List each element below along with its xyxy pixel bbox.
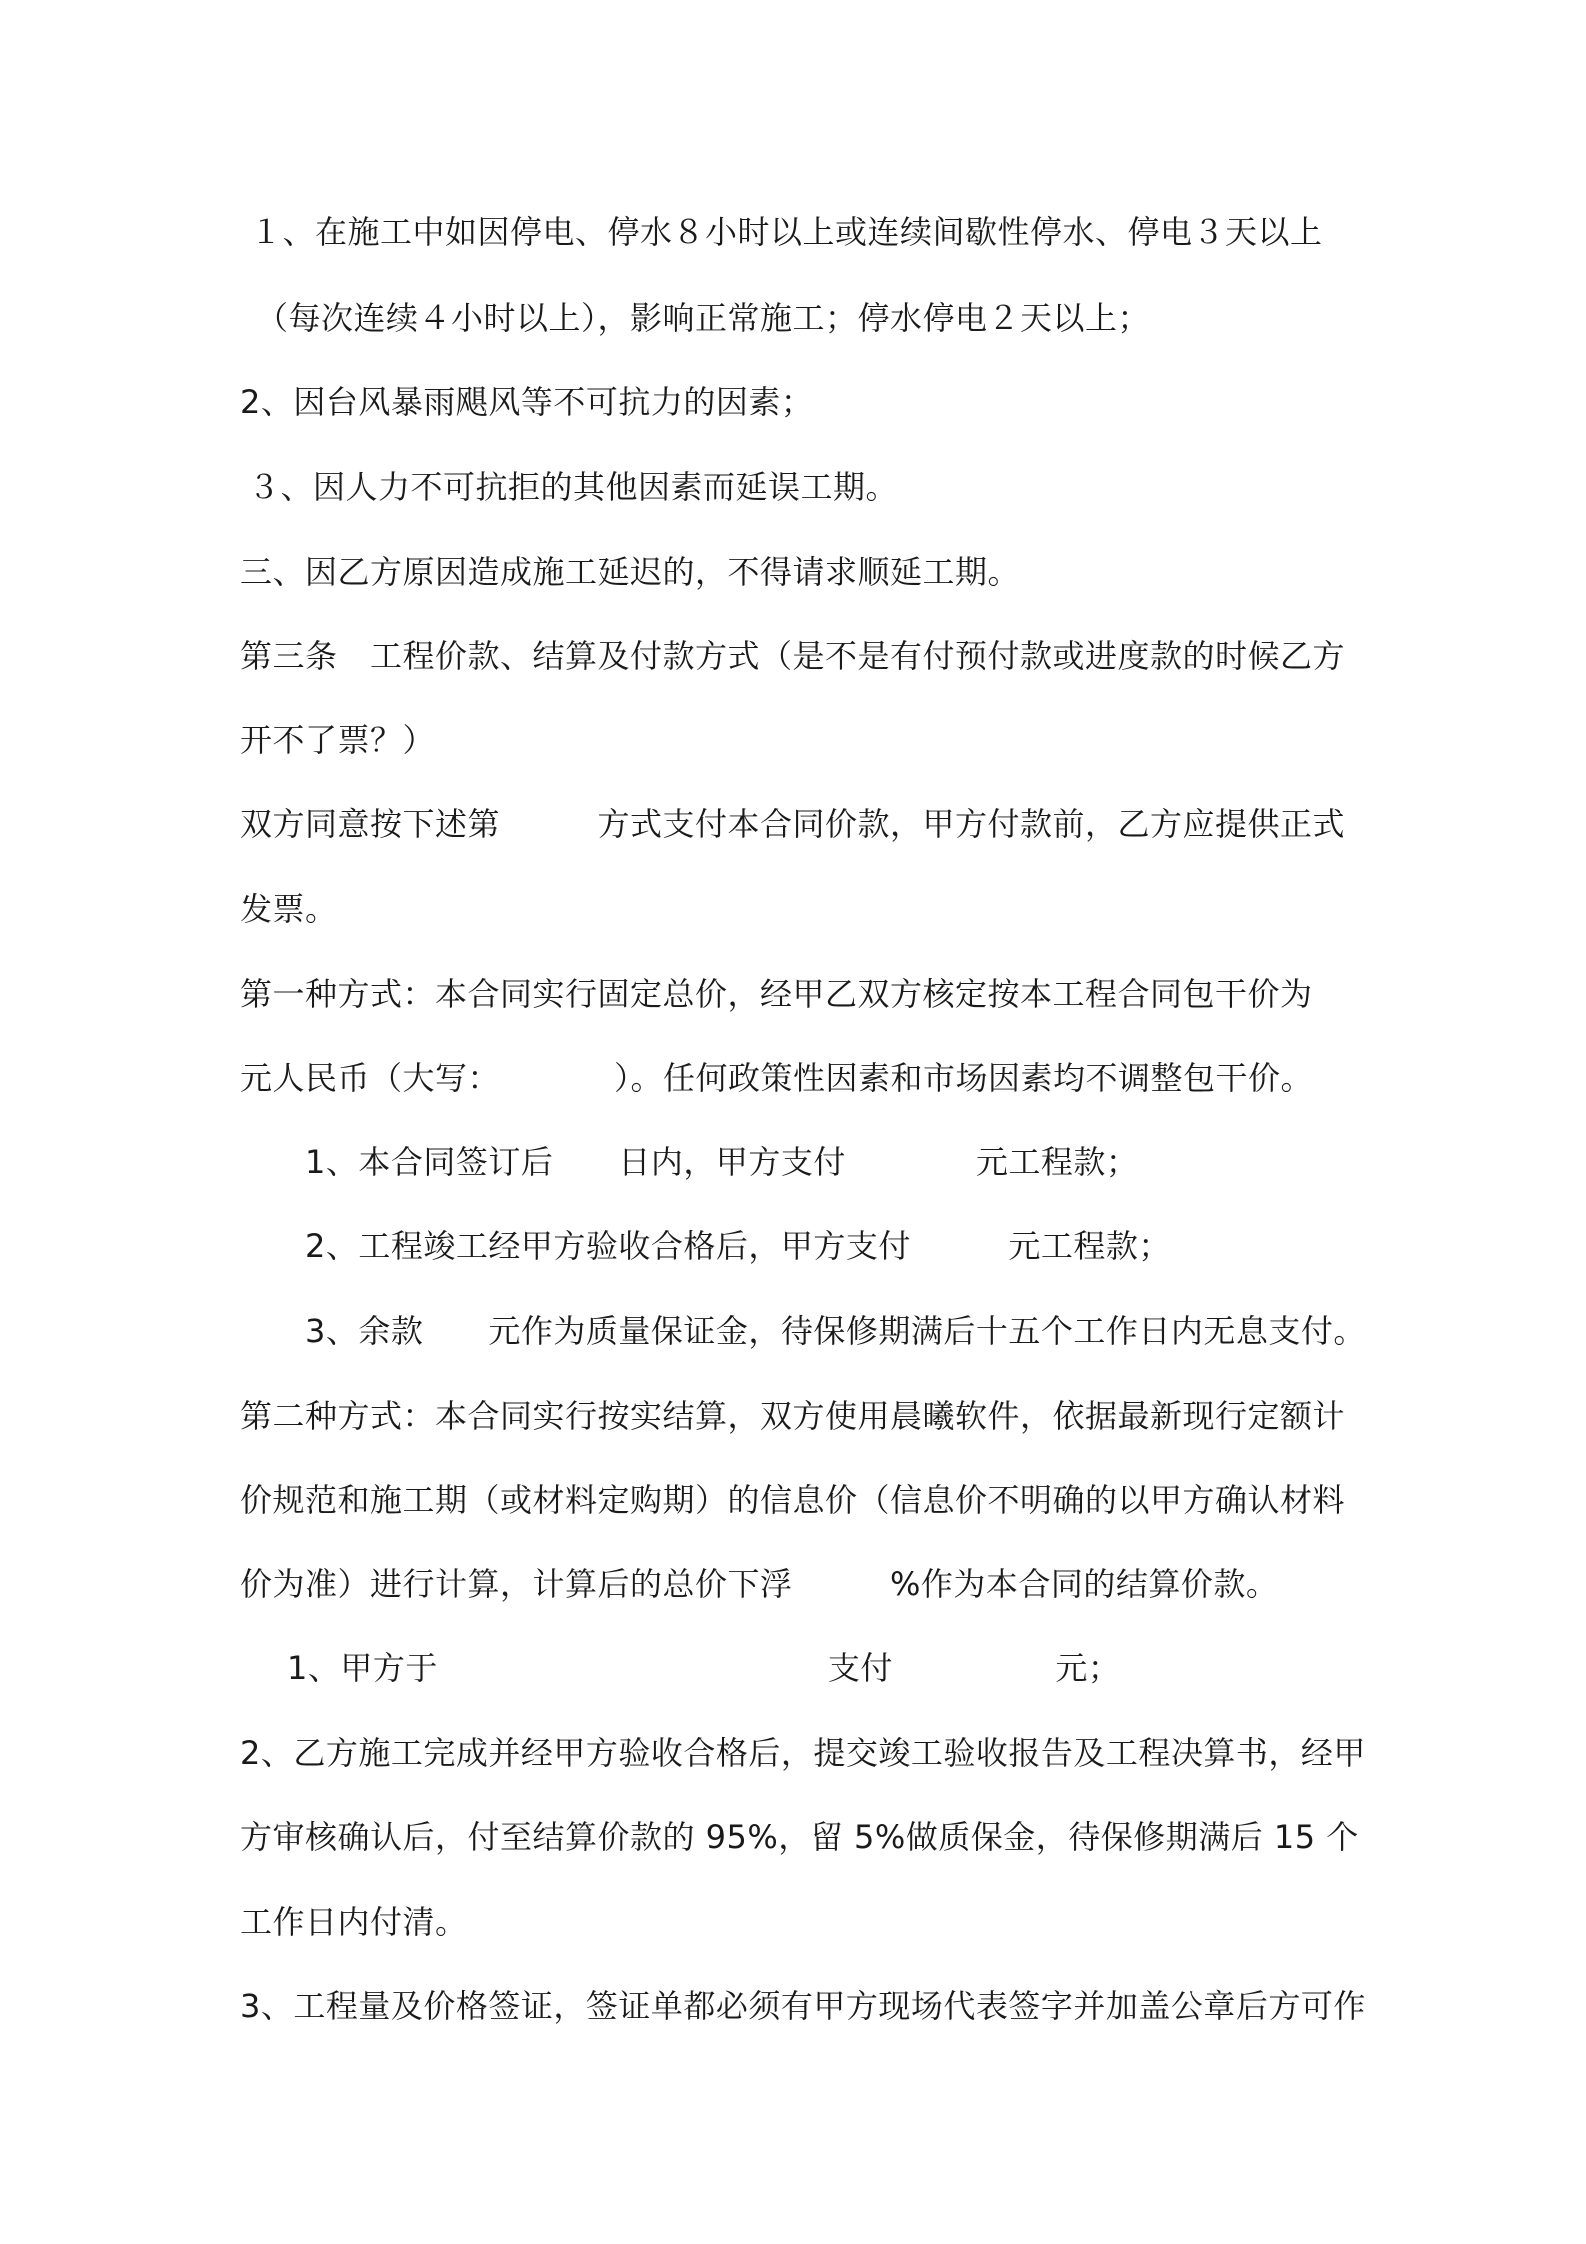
method-2-line-3: 价为准）进行计算，计算后的总价下浮 %作为本合同的结算价款。 — [240, 1565, 1279, 1603]
method-2-item-1: 1、甲方于 支付 元； — [287, 1649, 1121, 1687]
clause-line-2: （每次连续４小时以上），影响正常施工；停水停电２天以上； — [256, 299, 1151, 337]
clause-line-4: ３、因人力不可抗拒的其他因素而延误工期。 — [248, 468, 899, 506]
section-heading-article-3: 第三条 工程价款、结算及付款方式（是不是有付预付款或进度款的时候乙方 — [240, 637, 1346, 675]
method-2-item-2-line-1: 2、乙方施工完成并经甲方验收合格后，提交竣工验收报告及工程决算书，经甲 — [240, 1734, 1366, 1772]
method-2-line-1: 第二种方式：本合同实行按实结算，双方使用晨曦软件，依据最新现行定额计 — [240, 1397, 1346, 1435]
method-1-item-1: 1、本合同签订后 日内，甲方支付 元工程款； — [305, 1143, 1139, 1181]
payment-method-line-1: 双方同意按下述第 方式支付本合同价款，甲方付款前，乙方应提供正式 — [240, 805, 1346, 843]
method-1-item-2: 2、工程竣工经甲方验收合格后，甲方支付 元工程款； — [305, 1227, 1171, 1265]
clause-line-5: 三、因乙方原因造成施工延迟的，不得请求顺延工期。 — [240, 553, 1021, 591]
section-heading-continued: 开不了票？） — [240, 721, 436, 759]
method-1-item-3: 3、余款 元作为质量保证金，待保修期满后十五个工作日内无息支付。 — [305, 1312, 1366, 1350]
clause-line-3: 2、因台风暴雨飓风等不可抗力的因素； — [240, 383, 814, 421]
method-1-line-2: 元人民币（大写： ）。任何政策性因素和市场因素均不调整包干价。 — [240, 1059, 1314, 1097]
method-1-line-1: 第一种方式：本合同实行固定总价，经甲乙双方核定按本工程合同包干价为 — [240, 975, 1313, 1013]
method-2-item-3-line-1: 3、工程量及价格签证，签证单都必须有甲方现场代表签字并加盖公章后方可作 — [240, 1987, 1366, 2025]
payment-method-line-2: 发票。 — [240, 890, 338, 928]
clause-line-1: １、在施工中如因停电、停水８小时以上或连续间歇性停水、停电３天以上 — [250, 213, 1323, 251]
method-2-item-2-line-2: 方审核确认后，付至结算价款的 95%，留 5%做质保金，待保修期满后 15 个 — [240, 1818, 1359, 1856]
method-2-item-2-line-3: 工作日内付清。 — [240, 1903, 468, 1941]
method-2-line-2: 价规范和施工期（或材料定购期）的信息价（信息价不明确的以甲方确认材料 — [240, 1481, 1346, 1519]
